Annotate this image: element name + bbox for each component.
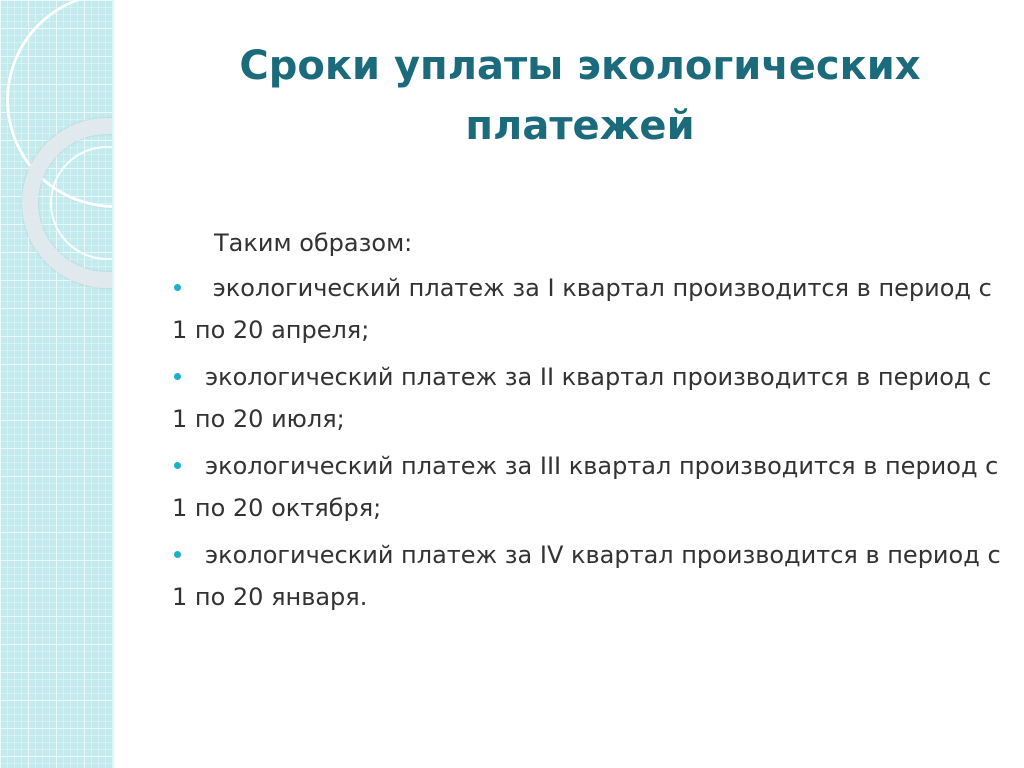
- list-item: [172, 267, 1002, 351]
- bullet-dot-icon: [174, 373, 181, 380]
- decorative-side-panel: [0, 0, 112, 768]
- slide-title: Сроки уплаты экологических платежей: [239, 43, 921, 149]
- list-item: [172, 445, 1002, 529]
- list-item-text: экологический платеж за II квартал производится в период с 1 по 20 июля;: [172, 363, 992, 433]
- list-item: [172, 356, 1002, 440]
- intro-text: Таким образом:: [214, 229, 413, 257]
- bullet-dot-icon: [174, 284, 181, 291]
- side-panel-edge: [112, 0, 116, 768]
- list-item-text: экологический платеж за IV квартал производится в период с 1 по 20 января.: [172, 541, 1001, 611]
- bullet-dot-icon: [174, 462, 181, 469]
- bullet-dot-icon: [174, 551, 181, 558]
- list-item-text: экологический платеж за I квартал производится в период с 1 по 20 апреля;: [172, 274, 992, 344]
- list-item: [172, 534, 1002, 618]
- list-item-text: экологический платеж за III квартал производится в период с 1 по 20 октября;: [172, 452, 999, 522]
- slide-content: [172, 222, 1002, 623]
